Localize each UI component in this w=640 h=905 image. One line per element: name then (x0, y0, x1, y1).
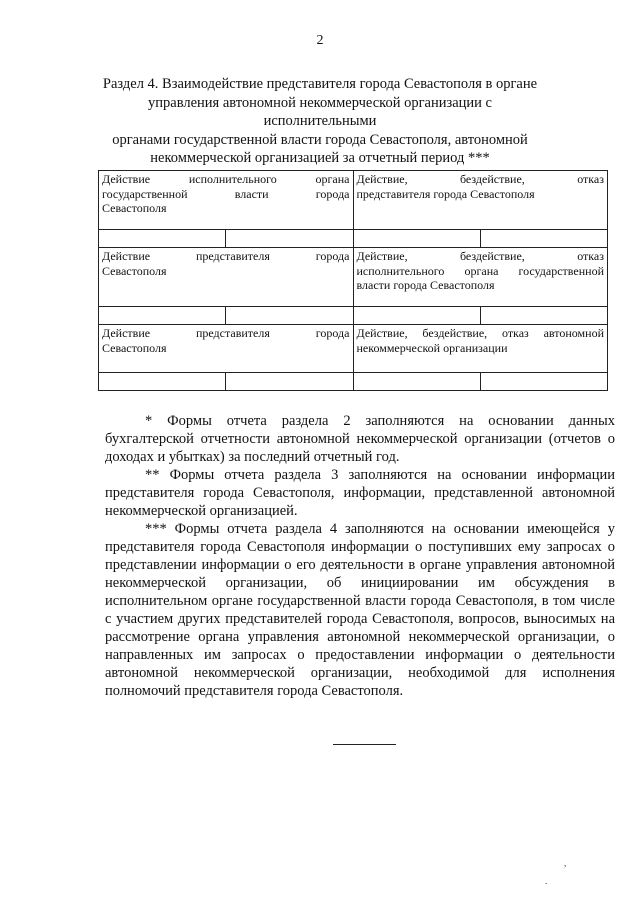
table-blank-row (99, 307, 608, 325)
section-title-line: некоммерческой организацией за отчетный период *** (150, 150, 490, 166)
table-cell (480, 307, 607, 325)
table-header-cell-left (99, 325, 354, 373)
table-cell (353, 373, 480, 391)
table-cell (226, 307, 353, 325)
table-blank-row (99, 373, 608, 391)
table-cell (480, 373, 607, 391)
cell-line: Действие представителя города (102, 326, 350, 340)
table-header-row (99, 325, 608, 373)
table-blank-row (99, 230, 608, 248)
table-cell (480, 230, 607, 248)
cell-line: Действие, бездействие, отказ (356, 249, 604, 263)
cell-line: Севастополя (102, 201, 167, 215)
interaction-table (98, 170, 608, 391)
footnote-section-2: * Формы отчета раздела 2 заполняются на основании данных бухгалтерской отчетности автономной некоммерческой организации (отчетов о доходах и убытках) за последний отчетный год. (105, 413, 615, 465)
scan-speck: . (545, 876, 548, 886)
section-title-line: Раздел 4. Взаимодействие представителя города Севастополя в органе (102, 76, 538, 92)
section-title-line: органами государственной власти города Севастополя, автономной (112, 131, 528, 148)
cell-line: исполнительного органа государственной (356, 263, 604, 278)
table-cell (99, 230, 226, 248)
table-header-cell-right (353, 248, 608, 307)
table-cell (226, 230, 353, 248)
table-header-cell-left (99, 171, 354, 230)
end-of-document-rule (333, 744, 396, 745)
footnote-section-4: *** Формы отчета раздела 4 заполняются на основании имеющейся у представителя города Севастополя информации о поступивших ему запросах о представлении информации о его деятельности в органе управления автономной некоммерческой организации, об инициировании им обсуждения в исполнительном органе государственной власти города Севастополя, в том числе с участием других представителей города Севастополя, вопросов, выносимых на рассмотрение органа управления автономной некоммерческой организации, о направленных им запросах о предоставлении информации о деятельности автономной некоммерческой организации, необходимой для исполнения полномочий представителя города Севастополя. (105, 521, 615, 699)
cell-line: Действие, бездействие, отказ автономной (356, 326, 604, 340)
scan-speck: , (564, 858, 567, 868)
section-title-line: управления автономной некоммерческой организации с исполнительными (148, 94, 492, 129)
cell-line: власти города Севастополя (356, 278, 495, 292)
cell-line: Действие, бездействие, отказ (356, 172, 604, 186)
section-title (96, 75, 544, 168)
cell-line: государственной власти города (102, 186, 350, 201)
page-number: 2 (316, 33, 324, 48)
cell-line: Севастополя (102, 340, 167, 355)
table-header-row (99, 171, 608, 230)
cell-line: Действие представителя города (102, 249, 350, 263)
table-header-cell-right (353, 325, 608, 373)
table-cell (99, 373, 226, 391)
footnote-section-3: ** Формы отчета раздела 3 заполняются на основании информации представителя города Севастополя, информации, представленной автономной некоммерческой организацией. (105, 467, 615, 519)
cell-line: представителя города Севастополя (356, 186, 535, 201)
cell-line: Севастополя (102, 263, 167, 278)
table-cell (99, 307, 226, 325)
table-header-cell-right (353, 171, 608, 230)
table-cell (353, 307, 480, 325)
table-header-row (99, 248, 608, 307)
table-header-cell-left (99, 248, 354, 307)
table-cell (226, 373, 353, 391)
footnotes (105, 412, 615, 700)
cell-line: Действие исполнительного органа (102, 172, 350, 186)
table-cell (353, 230, 480, 248)
cell-line: некоммерческой организации (356, 340, 508, 355)
